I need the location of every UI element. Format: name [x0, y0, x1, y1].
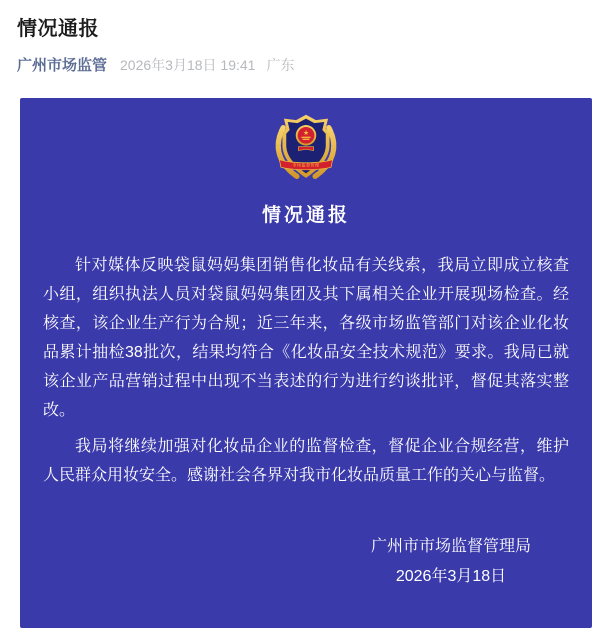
emblem-gate-icon [301, 137, 310, 138]
page-title: 情况通报 [17, 18, 99, 40]
notice-paragraph-2: 我局将继续加强对化妆品企业的监督检查，督促企业合规经营，维护人民群众用妆安全。感谢社会各界对我市化妆品质量工作的关心与监督。 [43, 438, 569, 484]
byline [17, 54, 583, 75]
emblem-svg [268, 111, 344, 187]
signature-date: 2026年3月18日 [395, 568, 507, 585]
notice-body [43, 251, 569, 490]
emblem-star-icon: ★ [302, 129, 310, 137]
signature-org: 广州市市场监督管理局 [370, 538, 531, 555]
signature-block [371, 532, 531, 592]
market-supervision-emblem [268, 111, 344, 187]
notice-card [20, 98, 592, 628]
emblem-gate-icon [303, 139, 310, 140]
notice-paragraph-1: 针对媒体反映袋鼠妈妈集团销售化妆品有关线索，我局立即成立核查小组，组织执法人员对袋鼠妈妈集团及其下属相关企业开展现场检查。经核查，该企业生产行为合规；近三年来，各级市场监管部门对该企业化妆品累计抽检38批次，结果均符合《化妆品安全技术规范》要求。我局已就该企业产品营销过程中出现不当表述的行为进行约谈批评，督促其落实整改。 [43, 257, 569, 419]
author-link[interactable]: 广州市场监管 [17, 57, 108, 74]
emblem-banner-text: 市场监督管理 [292, 162, 320, 168]
notice-title: 情况通报 [261, 205, 350, 226]
publish-location: 广东 [266, 56, 295, 73]
publish-timestamp: 2026年3月18日 19:41 [120, 56, 256, 73]
